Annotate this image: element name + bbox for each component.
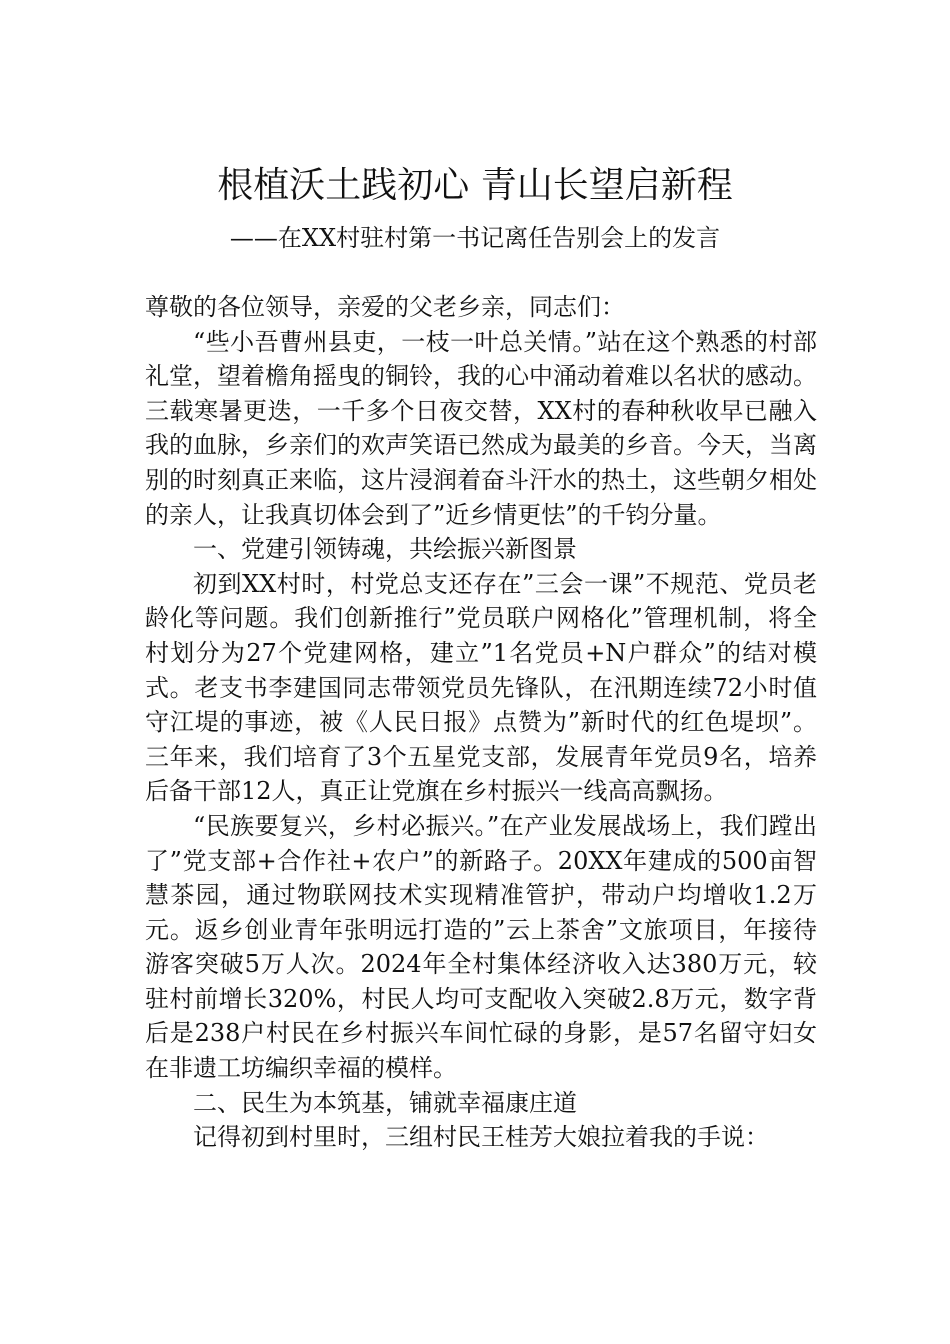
paragraph-livelihood: 记得初到村里时，三组村民王桂芳大娘拉着我的手说： [193, 1123, 769, 1152]
document-title: 根植沃土践初心 青山长望启新程 [217, 165, 733, 206]
paragraph-party-building: 初到XX村时，村党总支还存在”三会一课”不规范、党员老龄化等问题。我们创新推行”党员联户网格化”管理机制，将全村划分为27个党建网格，建立”1名党员+N户群众”的结对模式。老支书李建国同志带领党员先锋队，在汛期连续72小时值守江堤的事迹，被《人民日报》点赞为”新时代的红色堤坝”。三年来，我们培育了3个五星党支部，发展青年党员9名，培养后备干部12人，真正让党旗在乡村振兴一线高高飘扬。 [145, 569, 817, 806]
paragraph-intro: “些小吾曹州县吏，一枝一叶总关情。”站在这个熟悉的村部礼堂，望着檐角摇曳的铜铃，我的心中涌动着难以名状的感动。三载寒暑更迭，一千多个日夜交替，XX村的春种秋收早已融入我的血脉，乡亲们的欢声笑语已然成为最美的乡音。今天，当离别的时刻真正来临，这片浸润着奋斗汗水的热土，这些朝夕相处的亲人，让我真切体会到了”近乡情更怯”的千钧分量。 [145, 327, 817, 529]
section-heading-2: 二、民生为本筑基，铺就幸福康庄道 [193, 1088, 577, 1117]
document-subtitle: ——在XX村驻村第一书记离任告别会上的发言 [229, 224, 721, 252]
paragraph-industry: “民族要复兴，乡村必振兴。”在产业发展战场上，我们蹚出了”党支部+合作社+农户”的新路子。20XX年建成的500亩智慧茶园，通过物联网技术实现精准管护，带动户均增收1.2万元。返乡创业青年张明远打造的”云上茶舍”文旅项目，年接待游客突破5万人次。2024年全村集体经济收入达380万元，较驻村前增长320%，村民人均可支配收入突破2.8万元，数字背后是238户村民在乡村振兴车间忙碌的身影，是57名留守妇女在非遗工坊编织幸福的模样。 [145, 811, 817, 1083]
document-body [145, 290, 817, 1155]
salutation: 尊敬的各位领导，亲爱的父老乡亲，同志们： [145, 293, 625, 321]
section-heading-1: 一、党建引领铸魂，共绘振兴新图景 [193, 535, 577, 564]
